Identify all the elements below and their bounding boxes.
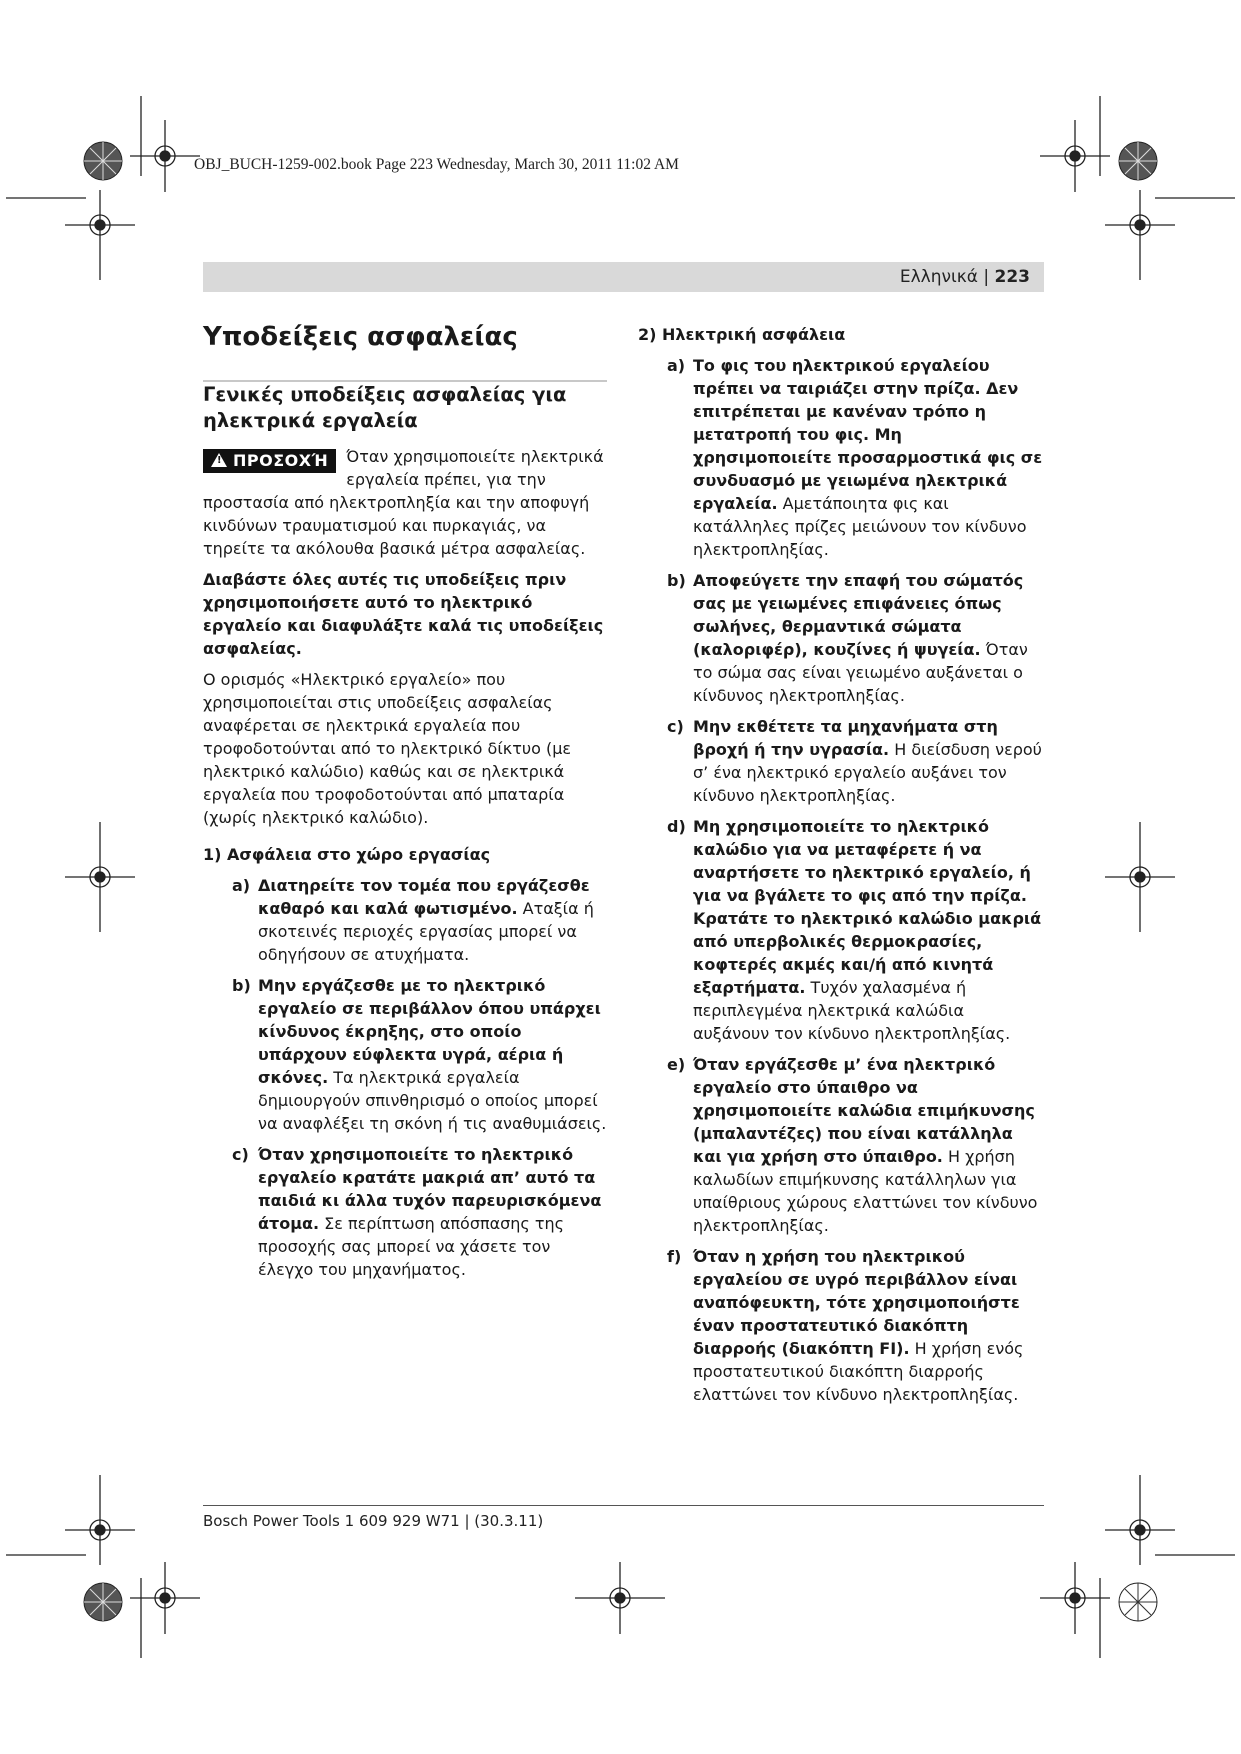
- list-item-bold: Το φις του ηλεκτρικού εργαλείου πρέπει να ταιριάζει στην πρίζα. Δεν επιτρέπεται με κανέναν τρόπο η μετατροπή του φις. Μη χρησιμοποιείτε προσαρμοστικά φις σε συνδυασμό με γειωμένα ηλεκτρικά εργαλεία.: [693, 356, 1043, 513]
- section-subtitle: Γενικές υποδείξεις ασφαλείας για ηλεκτρικά εργαλεία: [203, 383, 567, 432]
- crosshair-icon: [65, 190, 135, 280]
- list-item-label: b): [667, 571, 686, 590]
- book-slug-line: OBJ_BUCH-1259-002.book Page 223 Wednesday, March 30, 2011 11:02 AM: [194, 156, 679, 173]
- list-item-text: Όταν το σώμα σας είναι γειωμένο αυξάνεται ο κίνδυνος ηλεκτροπληξίας.: [693, 640, 1028, 705]
- list-item-label: f): [667, 1247, 682, 1266]
- star-target-icon: [1119, 142, 1157, 180]
- list-item: [667, 815, 1044, 1045]
- section-heading: [203, 843, 607, 866]
- crosshair-icon: [65, 822, 135, 932]
- header-text: [900, 267, 1030, 287]
- crosshair-icon: [575, 1562, 665, 1634]
- star-target-icon: [1119, 1583, 1157, 1621]
- star-target-icon: [84, 1583, 122, 1621]
- list-item-label: a): [667, 356, 686, 375]
- header-language: Ελληνικά: [899, 267, 978, 287]
- warning-text: Όταν χρησιμοποιείτε ηλεκτρικά εργαλεία πρέπει, για την προστασία από ηλεκτροπληξία και την αποφυγή κινδύνων τραυματισμού και πυρκαγιάς, να τηρείτε τα ακόλουθα βασικά μέτρα ασφαλείας.: [203, 447, 604, 558]
- list-item-bold: Μην εκθέτετε τα μηχανήματα στη βροχή ή την υγρασία.: [693, 717, 998, 759]
- warning-block: [203, 445, 607, 560]
- list-item: [667, 1053, 1044, 1237]
- list-item-text: Αταξία ή σκοτεινές περιοχές εργασίας μπορεί να οδηγήσουν σε ατυχήματα.: [258, 899, 594, 964]
- star-target-icon: [84, 142, 122, 180]
- list-item-label: c): [232, 1145, 249, 1164]
- crosshair-icon: [65, 1475, 135, 1565]
- list-item-text: Αμετάποιητα φις και κατάλληλες πρίζες μειώνουν τον κίνδυνο ηλεκτροπληξίας.: [693, 494, 1027, 559]
- list-item-text: Η διείσδυση νερού σ’ ένα ηλεκτρικό εργαλείο αυξάνει τον κίνδυνο ηλεκτροπληξίας.: [693, 740, 1042, 805]
- list-item-label: c): [667, 717, 684, 736]
- left-column: [203, 321, 607, 1281]
- list-item-text: Σε περίπτωση απόσπασης της προσοχής σας μπορεί να χάσετε τον έλεγχο του μηχανήματος.: [258, 1214, 565, 1279]
- list-item-text: Η χρήση καλωδίων επιμήκυνσης κατάλληλων για υπαίθριους χώρους ελαττώνει τον κίνδυνο ηλεκτροπληξίας.: [693, 1147, 1038, 1235]
- power-tool-definition: Ο ορισμός «Ηλεκτρικό εργαλείο» που χρησιμοποιείται στις υποδείξεις ασφαλείας αναφέρεται σε ηλεκτρικά εργαλεία που τροφοδοτούνται από το ηλεκτρικό δίκτυο (με ηλεκτρικό καλώδιο) καθώς και σε ηλεκτρικά εργαλεία που τροφοδοτούνται από μπαταρία (χωρίς ηλεκτρικό καλώδιο).: [203, 670, 572, 827]
- warning-triangle-icon: [211, 453, 227, 467]
- list-item: [667, 1245, 1044, 1406]
- header-separator: |: [983, 267, 990, 287]
- crosshair-icon: [1105, 822, 1175, 932]
- list-item: [232, 874, 607, 966]
- crosshair-icon: [1105, 1475, 1175, 1565]
- list-item-label: d): [667, 817, 686, 836]
- list-item-bold: Μην εργάζεσθε με το ηλεκτρικό εργαλείο σε περιβάλλον όπου υπάρχει κίνδυνος έκρηξης, στο οποίο υπάρχουν εύφλεκτα υγρά, αέρια ή σκόνες.: [258, 976, 601, 1087]
- list-item: [667, 569, 1044, 707]
- section-heading: [638, 323, 1044, 346]
- section-number: 1): [203, 845, 222, 864]
- list-item: [232, 1143, 607, 1281]
- list-item-label: a): [232, 876, 251, 895]
- page-footer: Bosch Power Tools 1 609 929 W71 | (30.3.11): [203, 1512, 544, 1530]
- footer-divider: [203, 1505, 1044, 1506]
- section-title: Ασφάλεια στο χώρο εργασίας: [227, 845, 491, 864]
- list-item-label: e): [667, 1055, 686, 1074]
- section-number: 2): [638, 325, 657, 344]
- list-item-bold: Όταν χρησιμοποιείτε το ηλεκτρικό εργαλείο κρατάτε μακριά απ’ αυτό τα παιδιά κι άλλα τυχόν παρευρισκόμενα άτομα.: [258, 1145, 602, 1233]
- page-title: Υποδείξεις ασφαλείας: [203, 322, 518, 352]
- list-item-text: Τα ηλεκτρικά εργαλεία δημιουργούν σπινθηρισμό ο οποίος μπορεί να αναφλέξει τη σκόνη ή τις αναθυμιάσεις.: [258, 1068, 607, 1133]
- warning-badge: [203, 449, 336, 473]
- list-item-text: Η χρήση ενός προστατευτικού διακόπτη διαρροής ελαττώνει τον κίνδυνο ηλεκτροπληξίας.: [693, 1339, 1024, 1404]
- section-title: Ηλεκτρική ασφάλεια: [662, 325, 846, 344]
- list-item-bold: Όταν η χρήση του ηλεκτρικού εργαλείου σε υγρό περιβάλλον είναι αναπόφευκτη, τότε χρησιμοποιήστε έναν προστατευτικό διακόπτη διαρροής (διακόπτη FI).: [693, 1247, 1020, 1358]
- crosshair-icon: [1105, 190, 1175, 280]
- list-item-label: b): [232, 976, 251, 995]
- list-item-bold: Διατηρείτε τον τομέα που εργάζεσθε καθαρό και καλά φωτισμένο.: [258, 876, 590, 918]
- read-all-instructions: Διαβάστε όλες αυτές τις υποδείξεις πριν χρησιμοποιήσετε αυτό το ηλεκτρικό εργαλείο και διαφυλάξτε καλά τις υποδείξεις ασφαλείας.: [203, 570, 604, 658]
- list-item-bold: Αποφεύγετε την επαφή του σώματός σας με γειωμένες επιφάνειες όπως σωλήνες, θερμαντικά σώματα (καλοριφέρ), κουζίνες ή ψυγεία.: [693, 571, 1024, 659]
- page-number: 223: [994, 267, 1030, 287]
- running-header: [203, 262, 1044, 292]
- list-item-text: Τυχόν χαλασμένα ή περιπλεγμένα ηλεκτρικά καλώδια αυξάνουν τον κίνδυνο ηλεκτροπληξίας.: [693, 978, 1011, 1043]
- list-item: [667, 715, 1044, 807]
- right-column: [638, 323, 1044, 1406]
- list-item-bold: Μη χρησιμοποιείτε το ηλεκτρικό καλώδιο για να μεταφέρετε ή να αναρτήσετε το ηλεκτρικό εργαλείο, ή για να βγάλετε το φις από την πρίζα. Κρατάτε το ηλεκτρικό καλώδιο μακριά από υπερβολικές θερμοκρασίες, κοφτερές ακμές και/ή από κινητά εξαρτήματα.: [693, 817, 1042, 997]
- list-item-bold: Όταν εργάζεσθε μ’ ένα ηλεκτρικό εργαλείο στο ύπαιθρο να χρησιμοποιείτε καλώδια επιμήκυνσης (μπαλαντέζες) που είναι κατάλληλα και για χρήση στο ύπαιθρο.: [693, 1055, 1035, 1166]
- list-item: [667, 354, 1044, 561]
- list-item: [232, 974, 607, 1135]
- warning-badge-label: ΠΡΟΣΟΧΉ: [233, 451, 329, 470]
